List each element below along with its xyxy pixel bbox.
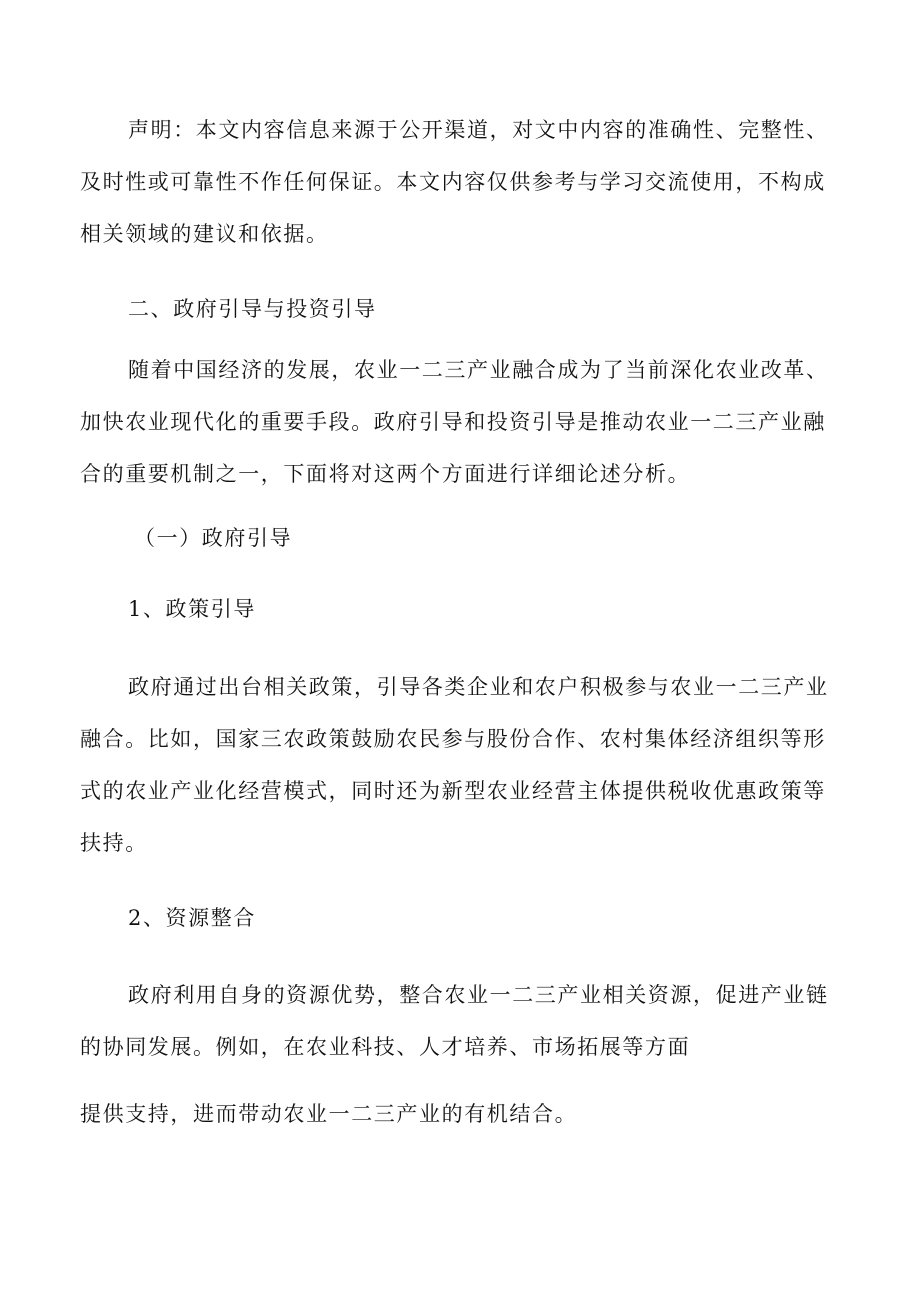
item1-line-3: 式的农业产业化经营模式，同时还为新型农业经营主体提供税收优惠政策等	[80, 779, 826, 803]
intro-line-3: 合的重要机制之一，下面将对这两个方面进行详细论述分析。	[80, 462, 691, 486]
intro-line-2: 加快农业现代化的重要手段。政府引导和投资引导是推动农业一二三产业融	[80, 410, 826, 434]
disclaimer-line-2: 及时性或可靠性不作任何保证。本文内容仅供参考与学习交流使用，不构成	[80, 170, 826, 194]
item2-line-1: 政府利用自身的资源优势，整合农业一二三产业相关资源，促进产业链	[128, 983, 829, 1007]
item1-title: 1、政策引导	[128, 597, 256, 621]
item1-line-2: 融合。比如，国家三农政策鼓励农民参与股份合作、农村集体经济组织等形	[80, 727, 826, 751]
item2-title: 2、资源整合	[128, 906, 256, 930]
intro-line-1: 随着中国经济的发展，农业一二三产业融合成为了当前深化农业改革、	[128, 358, 829, 382]
disclaimer-line-3: 相关领域的建议和依据。	[80, 222, 329, 246]
disclaimer-line-1: 声明：本文内容信息来源于公开渠道，对文中内容的准确性、完整性、	[128, 118, 829, 142]
subsection-title: （一）政府引导	[134, 526, 293, 550]
item2-line-2: 的协同发展。例如，在农业科技、人才培养、市场拓展等方面	[80, 1035, 691, 1059]
section-title: 二、政府引导与投资引导	[128, 297, 377, 321]
item2-line-3: 提供支持，进而带动农业一二三产业的有机结合。	[80, 1102, 578, 1126]
item1-line-1: 政府通过出台相关政策，引导各类企业和农户积极参与农业一二三产业	[128, 675, 829, 699]
item1-line-4: 扶持。	[80, 831, 148, 855]
